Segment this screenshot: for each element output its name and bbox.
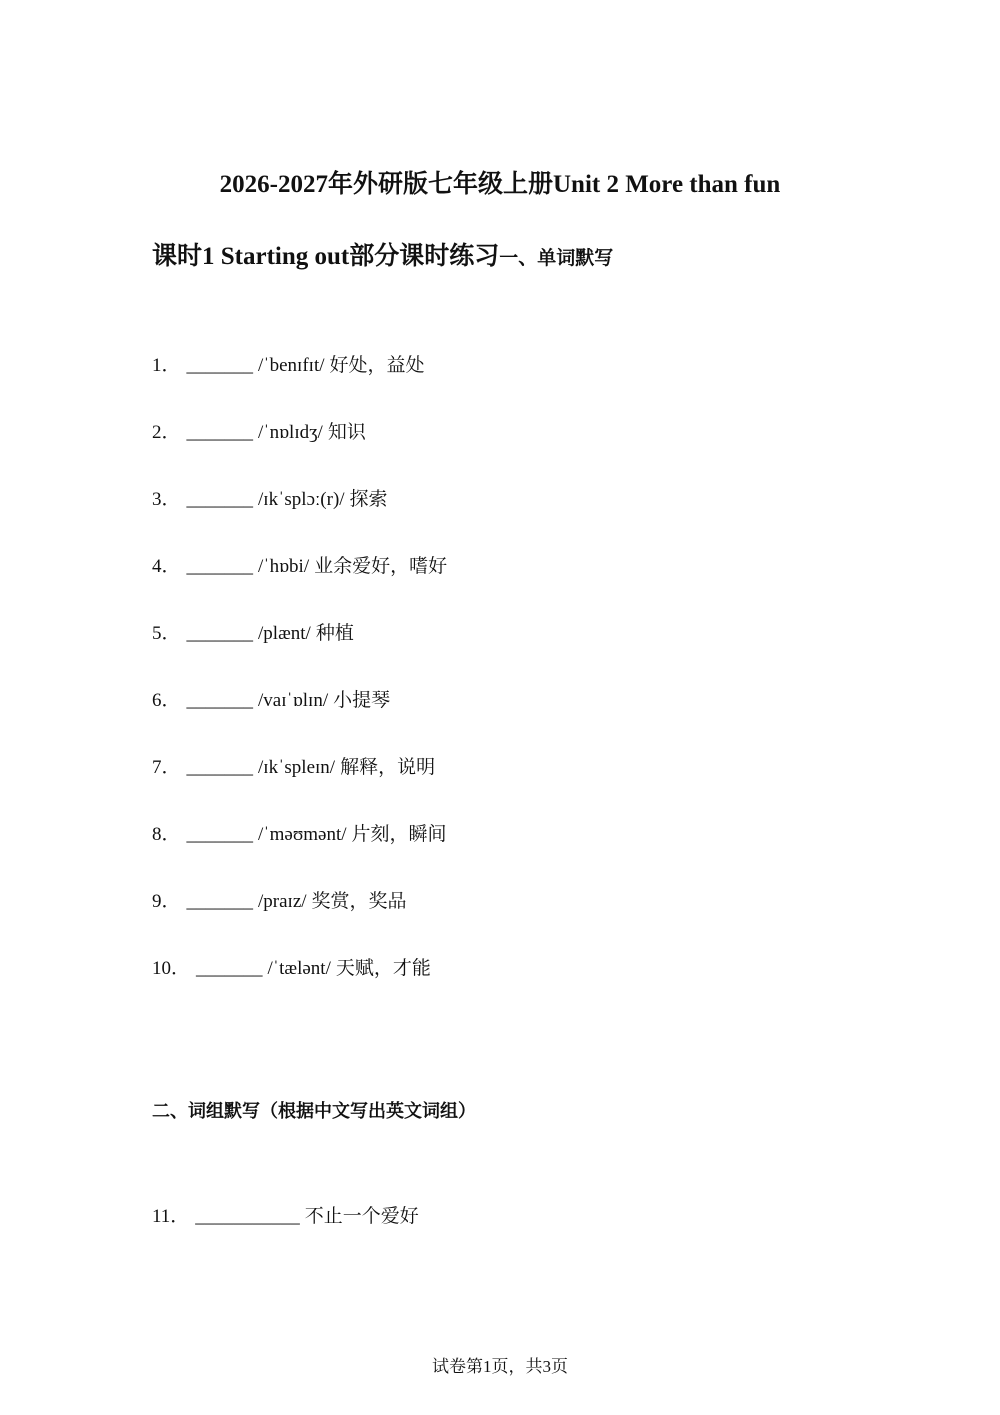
question-number: 3． [152,489,181,510]
chinese-meaning: 奖赏，奖品 [311,890,407,912]
chinese-meaning: 知识 [327,421,366,443]
question-item [152,754,435,781]
document-subtitle [152,240,613,275]
question-item [152,419,366,446]
question-number: 9． [152,891,181,912]
chinese-meaning: 业余爱好，嗜好 [314,555,448,577]
question-number: 5． [152,623,181,644]
chinese-meaning: 好处，益处 [329,354,425,376]
phonetic-text: /ˈhɒbi/ [258,556,310,577]
chinese-meaning: 不止一个爱好 [304,1205,419,1227]
chinese-meaning: 解释，说明 [340,756,436,778]
phonetic-text: /ˈtælənt/ [267,958,331,979]
document-title: 2026-2027年外研版七年级上册Unit 2 More than fun [219,171,781,198]
answer-blank[interactable]: _______ [186,690,254,711]
answer-blank[interactable]: _______ [186,623,254,644]
page-footer: 试卷第1页，共3页 [432,1357,568,1376]
answer-blank[interactable]: _______ [196,958,263,979]
answer-blank[interactable]: _______ [186,422,254,443]
question-item [152,553,447,580]
chinese-meaning: 小提琴 [333,689,391,711]
answer-blank[interactable]: _______ [186,355,254,376]
phonetic-text: /vaɪˈɒlɪn/ [258,690,329,711]
question-item [152,352,425,379]
answer-blank[interactable]: _______ [186,891,254,912]
question-item [152,620,354,647]
question-number: 6． [152,690,181,711]
question-number: 10． [152,958,191,979]
question-item [152,486,388,513]
phonetic-text: /plænt/ [258,623,311,644]
question-item [152,821,447,848]
question-item [152,687,390,714]
chinese-meaning: 种植 [315,622,354,644]
section1-heading: 一、单词默写 [499,247,614,269]
question-number: 7． [152,757,181,778]
question-number: 2． [152,422,181,443]
question-number: 1． [152,355,181,376]
question-number: 8． [152,824,181,845]
answer-blank[interactable]: _______ [186,489,254,510]
question-number: 11． [152,1206,190,1227]
question-item [152,1203,419,1230]
answer-blank[interactable]: _______ [186,757,254,778]
question-item [152,888,407,915]
answer-blank[interactable]: ___________ [195,1206,300,1227]
phonetic-text: /ˈbenɪfɪt/ [258,355,325,376]
phonetic-text: /ˈməʊmənt/ [258,824,347,845]
chinese-meaning: 天赋，才能 [335,957,431,979]
phonetic-text: /praɪz/ [258,891,307,912]
chinese-meaning: 片刻，瞬间 [351,823,447,845]
answer-blank[interactable]: _______ [186,824,254,845]
phonetic-text: /ɪkˈspleɪn/ [258,757,336,778]
question-number: 4． [152,556,181,577]
section2-heading: 二、词组默写（根据中文写出英文词组） [152,1101,476,1122]
answer-blank[interactable]: _______ [186,556,254,577]
chinese-meaning: 探索 [349,488,388,510]
lesson-title: 课时1 Starting out部分课时练习 [152,243,500,270]
question-item [152,955,431,982]
phonetic-text: /ˈnɒlɪdʒ/ [258,422,323,443]
phonetic-text: /ɪkˈsplɔː(r)/ [258,489,345,510]
